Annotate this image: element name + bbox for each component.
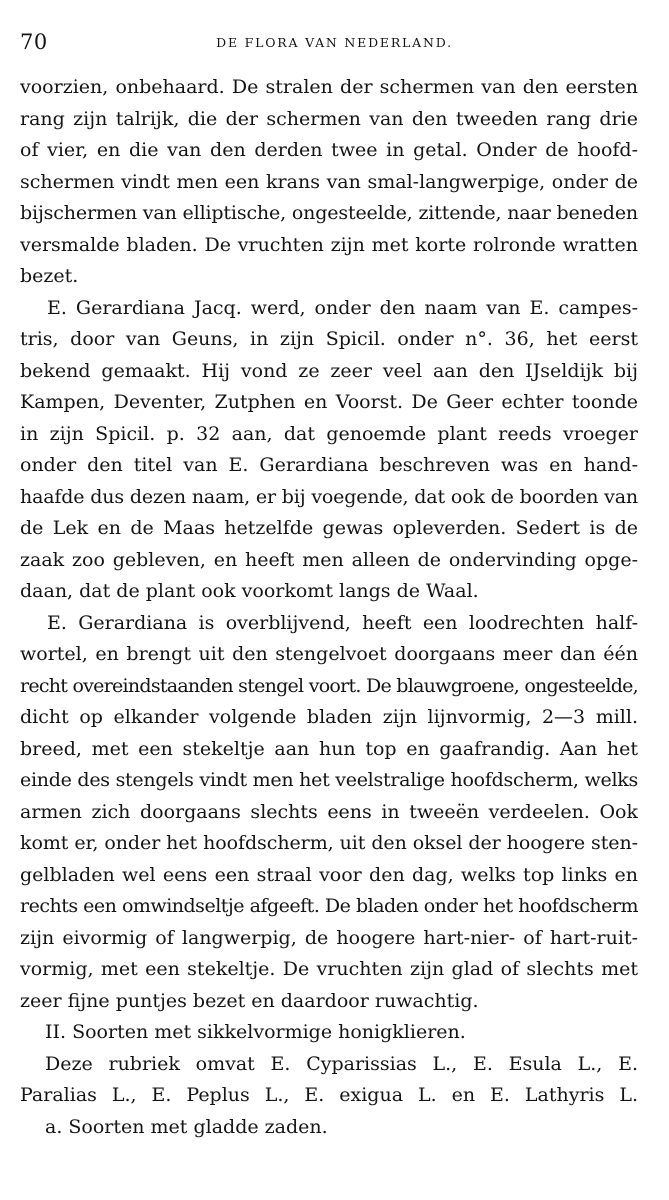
text-line: Deze rubriek omvat E. Cyparissias L., E. Esula L., E.	[45, 1052, 638, 1075]
text-line: zeer fijne puntjes bezet en daardoor ruwachtig.	[20, 989, 479, 1012]
text-line: rang zijn talrijk, die der schermen van den tweeden rang drie	[20, 107, 638, 130]
text-line: einde des stengels vindt men het veelstralige hoofdscherm, welks	[20, 769, 638, 791]
text-line: daan, dat de plant ook voorkomt langs de Waal.	[20, 580, 479, 602]
text-line: bijschermen van elliptische, ongesteelde, zittende, naar beneden	[20, 202, 638, 224]
subsection-heading: a. Soorten met gladde zaden.	[45, 1115, 328, 1138]
text-line: breed, met een stekeltje aan hun top en gaafrandig. Aan het	[20, 737, 638, 760]
text-line: wortel, en brengt uit den stengelvoet doorgaans meer dan één	[20, 643, 638, 665]
section-heading: II. Soorten met sikkelvormige honigklieren.	[45, 1021, 466, 1043]
text-line: bekend gemaakt. Hij vond ze zeer veel aan den IJseldijk bij	[20, 359, 638, 382]
text-line: komt er, onder het hoofdscherm, uit den oksel der hoogere sten-	[20, 832, 638, 854]
running-title: DE FLORA VAN NEDERLAND.	[216, 35, 453, 50]
text-line: haafde dus dezen naam, er bij voegende, dat ook de boorden van	[20, 485, 638, 508]
text-line: gelbladen wel eens een straal voor den dag, welks top links en	[20, 863, 638, 886]
text-line: E. Gerardiana is overblijvend, heeft een loodrechten half-	[47, 611, 638, 634]
text-line: schermen vindt men een krans van smal-langwerpige, onder de	[20, 170, 638, 193]
text-line: in zijn Spicil. p. 32 aan, dat genoemde plant reeds vroeger	[20, 422, 638, 445]
text-line: armen zich doorgaans slechts eens in tweeën verdeelen. Ook	[20, 800, 638, 823]
page-number: 70	[20, 30, 48, 54]
page-header	[20, 30, 649, 56]
text-line: bezet.	[20, 265, 79, 287]
text-line: versmalde bladen. De vruchten zijn met korte rolronde wratten	[20, 233, 638, 256]
text-line: of vier, en die van den derden twee in getal. Onder de hoofd-	[20, 139, 638, 161]
text-line: zaak zoo gebleven, en heeft men alleen de ondervinding opge-	[20, 548, 638, 571]
text-line: onder den titel van E. Gerardiana beschreven was en hand-	[20, 454, 638, 476]
text-line: E. Gerardiana Jacq. werd, onder den naam van E. campes-	[47, 296, 638, 319]
body-text	[20, 72, 638, 1143]
text-line: Kampen, Deventer, Zutphen en Voorst. De Geer echter toonde	[20, 391, 638, 413]
text-line: tris, door van Geuns, in zijn Spicil. onder n°. 36, het eerst	[20, 328, 638, 350]
text-line: de Lek en de Maas hetzelfde gewas opleverden. Sedert is de	[20, 517, 638, 539]
text-line: zijn eivormig of langwerpig, de hoogere hart-nier- of hart-ruit-	[20, 926, 638, 949]
text-line: Paralias L., E. Peplus L., E. exigua L. en E. Lathyris L.	[20, 1084, 638, 1106]
text-line: dicht op elkander volgende bladen zijn lijnvormig, 2—3 mill.	[20, 706, 638, 728]
text-line: voorzien, onbehaard. De stralen der schermen van den eersten	[20, 76, 638, 98]
text-line: rechts een omwindseltje afgeeft. De bladen onder het hoofdscherm	[20, 895, 638, 917]
text-line: recht overeindstaanden stengel voort. De blauwgroene, ongesteelde,	[20, 674, 638, 697]
text-line: vormig, met een stekeltje. De vruchten zijn glad of slechts met	[20, 958, 638, 980]
